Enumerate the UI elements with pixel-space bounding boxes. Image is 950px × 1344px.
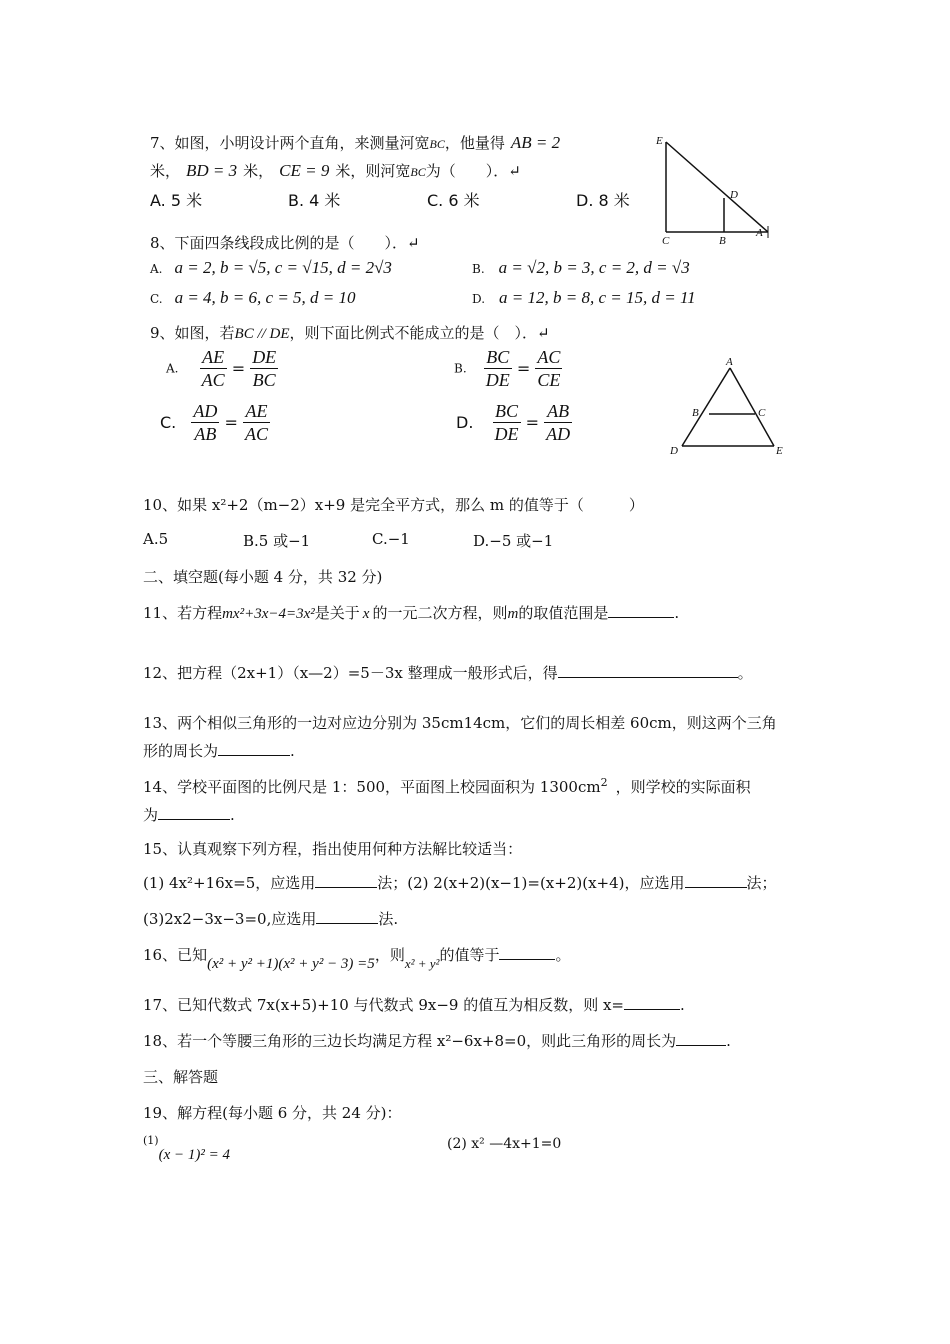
q14-answer-blank[interactable] [158, 805, 230, 820]
q10-stem: 10、如果 x²+2（m−2）x+9 是完全平方式，那么 m 的值等于（ ） [143, 496, 644, 514]
q8-option-d: D. a = 12, b = 8, c = 15, d = 11 [472, 288, 696, 307]
q7-option-a: A. 5 米 [150, 191, 203, 210]
q14-line2: 为 . [143, 806, 235, 824]
q7-figure [650, 130, 780, 250]
q15-blank-2[interactable] [685, 873, 747, 888]
q15-blank-1[interactable] [315, 873, 377, 888]
q16-answer-blank[interactable] [499, 945, 555, 960]
q19-part2: (2) x² —4x+1=0 [447, 1136, 562, 1152]
q12-answer-blank[interactable] [558, 663, 738, 678]
q7-option-d: D. 8 米 [576, 191, 630, 210]
q8-stem: 8、下面四条线段成比例的是（ ）．↵ [150, 234, 420, 252]
q10-option-a: A.5 [143, 530, 169, 548]
q11: 11、若方程mx²+3x−4=3x²是关于 x 的一元二次方程，则m的取值范围是 . [143, 604, 680, 622]
q13-answer-blank[interactable] [218, 741, 290, 756]
q7-option-c: C. 6 米 [427, 191, 480, 210]
q7-label-d: D [730, 189, 738, 201]
q19-part1: $^{(1)}$(x − 1)² = 4 [143, 1134, 230, 1163]
q15-part1-2: (1) 4x²+16x=5，应选用 法；(2) 2(x+2)(x−1)=(x+2)(x+4)，应选用 法； [143, 874, 777, 892]
q15-blank-3[interactable] [316, 909, 378, 924]
q7-label-b: B [719, 235, 726, 247]
q9-label-a: A [726, 356, 733, 368]
q12: 12、把方程（2x+1）（x—2）=5－3x 整理成一般形式后，得 。 [143, 664, 753, 682]
q7-label-c: C [662, 235, 670, 247]
q13-line2: 形的周长为 . [143, 742, 295, 760]
q17-answer-blank[interactable] [624, 995, 680, 1010]
q11-answer-blank[interactable] [608, 603, 674, 618]
q8-option-c: C. a = 4, b = 6, c = 5, d = 10 [150, 288, 356, 307]
q9-label-e: E [776, 445, 783, 457]
q7-label-e: E [656, 135, 663, 147]
q18: 18、若一个等腰三角形的三边长均满足方程 x²−6x+8=0，则此三角形的周长为 . [143, 1032, 731, 1050]
q14-line1: 14、学校平面图的比例尺是 1：500，平面图上校园面积为 $1300cm^2$ ，则学校的实际面积 [143, 776, 751, 796]
q9-option-c: C. $\frac{AD}{AB}$ = $\frac{AE}{AC}$ [160, 401, 268, 444]
q9-label-c: C [758, 407, 766, 419]
q19-stem: 19、解方程(每小题 6 分，共 24 分)： [143, 1104, 402, 1122]
q9-label-d: D [670, 445, 678, 457]
q15-stem: 15、认真观察下列方程，指出使用何种方法解比较适当： [143, 840, 523, 858]
q15-part3: (3)2x2−3x−3=0,应选用 法. [143, 910, 399, 928]
q9-option-a: A. $\frac{AE}{AC}$ = $\frac{DE}{BC}$ [166, 347, 277, 390]
q10-option-b: B.5 或−1 [243, 532, 311, 550]
q7-line1: 7、如图，小明设计两个直角，来测量河宽BC，他量得 AB = 2 [150, 133, 561, 152]
q9-figure [664, 354, 794, 464]
q9-stem: 9、如图，若BC // DE，则下面比例式不能成立的是（ ）．↵ [150, 324, 550, 342]
section-2-heading: 二、填空题(每小题 4 分，共 32 分) [143, 568, 383, 586]
q16: 16、已知(x² + y² +1)(x² + y² − 3) =5，则x² + y²的值等于 。 [143, 946, 571, 972]
q9-option-b: B. $\frac{BC}{DE}$ = $\frac{AC}{CE}$ [454, 347, 561, 390]
q7-line2: 米， BD = 3 米， CE = 9 米，则河宽BC为（ ）．↵ [150, 161, 521, 180]
q7-label-a: A [756, 227, 763, 239]
q13-line1: 13、两个相似三角形的一边对应边分别为 35cm14cm，它们的周长相差 60cm，则这两个三角 [143, 714, 777, 732]
q7-option-b: B. 4 米 [288, 191, 341, 210]
q18-answer-blank[interactable] [676, 1031, 726, 1046]
q9-label-b: B [692, 407, 699, 419]
section-3-heading: 三、解答题 [143, 1068, 219, 1086]
q10-option-d: D.−5 或−1 [473, 532, 554, 550]
q8-option-a: A. a = 2, b = √5, c = √15, d = 2√3 [150, 258, 392, 277]
q8-option-b: B. a = √2, b = 3, c = 2, d = √3 [472, 258, 690, 277]
q10-option-c: C.−1 [372, 530, 410, 548]
q17: 17、已知代数式 7x(x+5)+10 与代数式 9x−9 的值互为相反数，则 x= . [143, 996, 685, 1014]
q9-option-d: D. $\frac{BC}{DE}$ = $\frac{AB}{AD}$ [456, 401, 571, 444]
